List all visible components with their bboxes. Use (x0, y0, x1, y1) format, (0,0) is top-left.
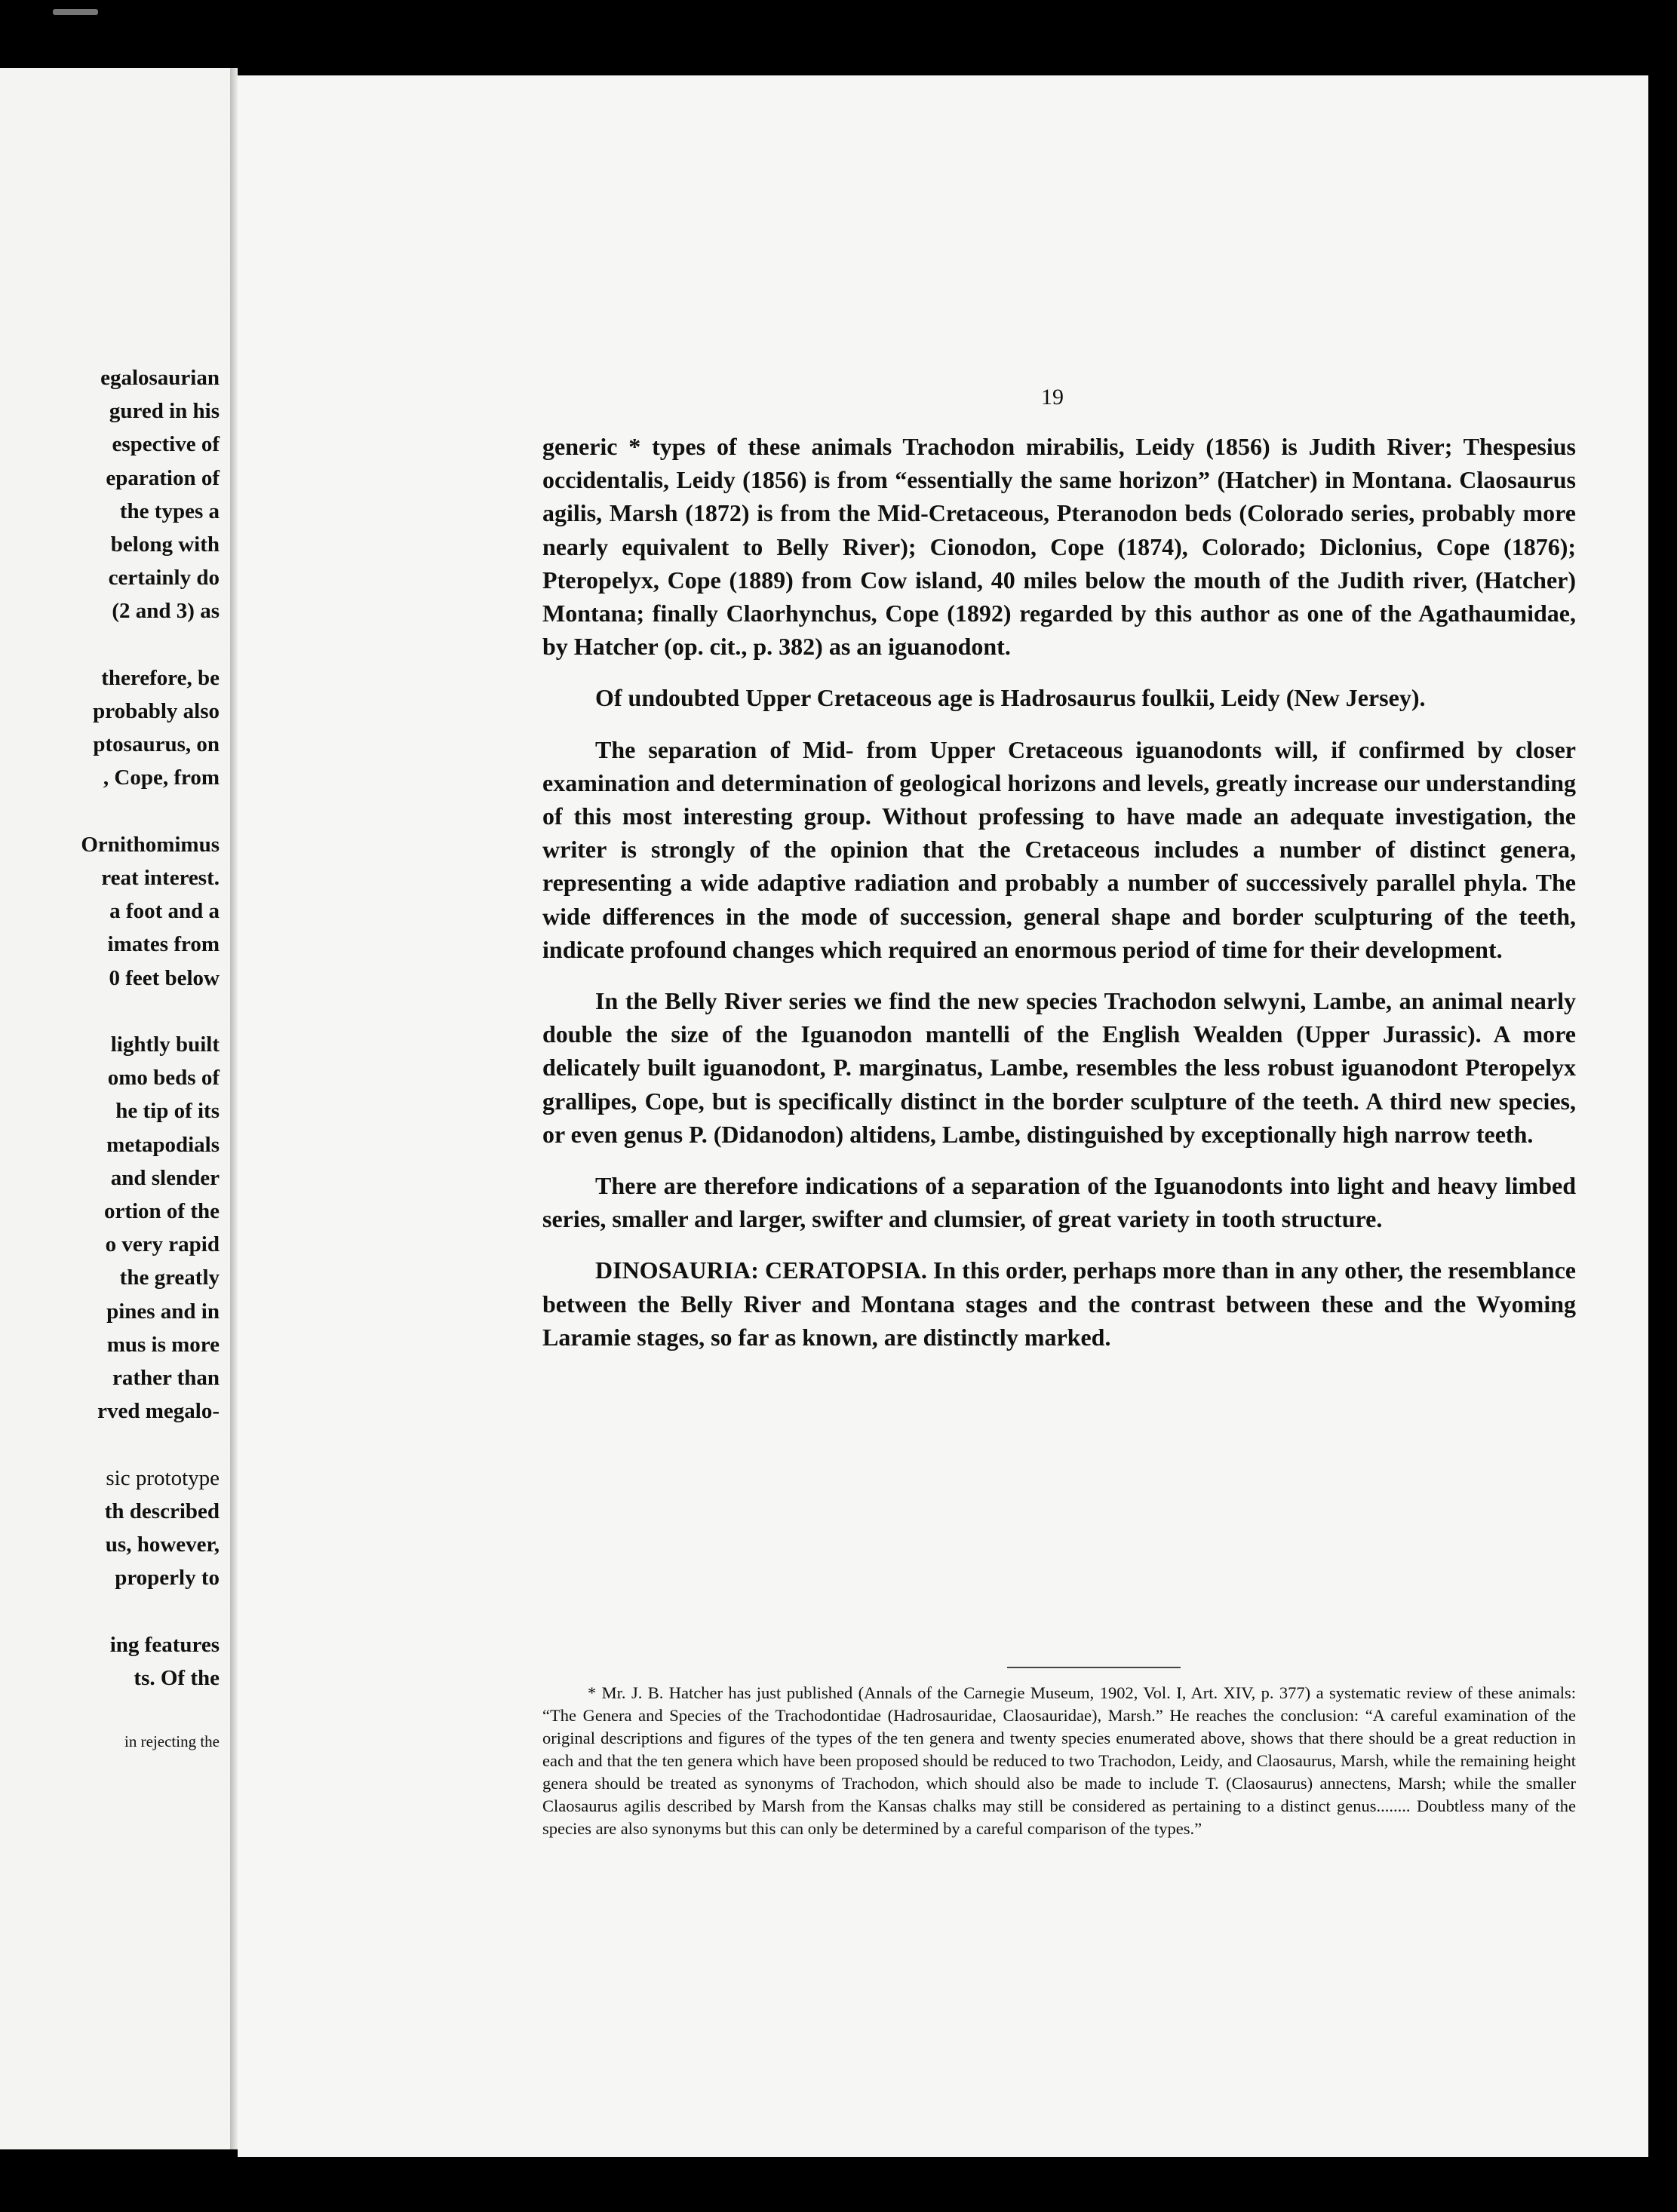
left-page-line: mus is more (106, 1332, 220, 1357)
left-page-line: probably also (93, 699, 220, 723)
left-page-line: 0 feet below (109, 965, 220, 990)
left-page-line: Ornithomimus (81, 832, 220, 857)
left-page-line: th described (104, 1499, 220, 1523)
paragraph: There are therefore indications of a separation of the Iguanodonts into light and heavy limbed series, smaller and larger, swifter and clumsier, of great variety in tooth structure. (542, 1172, 1576, 1233)
paragraph: The separation of Mid- from Upper Cretaceous iguanodonts will, if confirmed by closer examination and determination of geological horizons and levels, greatly increase our understanding of this most interesting group. Without professing to have made an adequate investigation, the writer is strongly of the opinion that the Cretaceous includes a number of distinct genera, representing a wide adaptive radiation and probably a number of successively parallel phyla. The wide differences in the mode of succession, general shape and border sculpturing of the teeth, indicate profound changes which required an enormous period of time for their development. (542, 735, 1576, 963)
left-page-line: and slender (110, 1165, 220, 1190)
paragraph: In the Belly River series we find the new species Trachodon selwyni, Lambe, an animal nearly double the size of the Iguanodon mantelli of the English Wealden (Upper Jurassic). A more delicately built iguanodont, P. marginatus, Lambe, resembles the less robust iguanodont Pteropelyx grallipes, Cope, but is specifically distinct in the border sculpture of the teeth. A third new species, or even genus P. (Didanodon) altidens, Lambe, distinguished by exceptionally high narrow teeth. (542, 987, 1576, 1148)
left-page-line: egalosaurian (100, 366, 220, 390)
left-page-line: rather than (112, 1366, 220, 1390)
left-page-line: a foot and a (109, 899, 220, 924)
left-page-line: pines and in (106, 1299, 220, 1324)
left-page-line: ortion of the (103, 1199, 220, 1223)
page-number: 19 (1041, 385, 1064, 410)
left-page-line: reat interest. (101, 866, 220, 890)
left-page-line: belong with (110, 532, 220, 557)
footnote-rule (1007, 1667, 1181, 1668)
left-page-line: metapodials (106, 1132, 220, 1157)
left-page-line: , Cope, from (103, 765, 220, 790)
left-page-line: he tip of its (115, 1099, 220, 1124)
left-page-line: therefore, be (101, 665, 220, 690)
left-page-line: the greatly (119, 1266, 220, 1290)
left-page-line: rved megalo- (97, 1399, 220, 1424)
left-page-line: espective of (112, 432, 220, 457)
paragraph: Of undoubted Upper Cretaceous age is Hadrosaurus foulkii, Leidy (New Jersey). (595, 684, 1426, 712)
left-page-line: ts. Of the (134, 1665, 220, 1690)
paragraph: generic * types of these animals Trachodon mirabilis, Leidy (1856) is Judith River; Thespesius occidentalis, Leidy (1856) is from “essentially the same horizon” (Hatcher) in Montana. Claosaurus agilis, Marsh (1872) is from the Mid-Cretaceous, Pteranodon beds (Colorado series, probably more nearly equivalent to Belly River); Cionodon, Cope (1874), Colorado; Diclonius, Cope (1876); Pteropelyx, Cope (1889) from Cow island, 40 miles below the mouth of the Judith river, (Hatcher) Montana; finally Claorhynchus, Cope (1892) regarded by this author as one of the Agathaumidae, by Hatcher (op. cit., p. 382) as an iguanodont. (542, 433, 1576, 661)
right-page (238, 75, 1648, 2157)
left-page-line: lightly built (110, 1032, 220, 1057)
left-page-line: eparation of (106, 465, 220, 490)
left-page-line: o very rapid (105, 1232, 220, 1257)
left-page-line: ing features (109, 1632, 220, 1657)
left-page-line: certainly do (108, 566, 220, 591)
left-page-line: (2 and 3) as (112, 599, 220, 624)
scan-mark (53, 9, 98, 15)
body-text (542, 430, 1576, 1372)
footnote (542, 1682, 1576, 1840)
left-page-line: sic prototype (106, 1465, 220, 1490)
left-page-line: us, however, (105, 1532, 220, 1557)
paragraph: DINOSAURIA: CERATOPSIA. In this order, perhaps more than in any other, the resemblance between the Belly River and Montana stages and the contrast between these and the Wyoming Laramie stages, so far as known, are distinctly marked. (542, 1256, 1576, 1351)
left-page-line: in rejecting the (124, 1732, 220, 1751)
left-page-fragment (0, 68, 232, 2149)
left-page-line: ptosaurus, on (93, 732, 220, 757)
footnote-text: * Mr. J. B. Hatcher has just published (Annals of the Carnegie Museum, 1902, Vol. I, Art. XIV, p. 377) a systematic review of these animals: “The Genera and Species of the Trachodontidae (Hadrosauridae, Claosauridae), Marsh.” He reaches the conclusion: “A careful examination of the original descriptions and figures of the types of the ten genera and twenty species enumerated above, shows that there should be a great reduction in each and that the ten genera which have been proposed should be reduced to two Trachodon, Leidy, and Claosaurus, Marsh, while the remaining height genera should be treated as synonyms of Trachodon, which should also be made to include T. (Claosaurus) annectens, Marsh; while the smaller Claosaurus agilis described by Marsh from the Kansas chalks may still be considered as pertaining to a distinct genus........ Doubtless many of the species are also synonyms but this can only be determined by a careful comparison of the types.” (542, 1683, 1576, 1838)
left-page-line: imates from (107, 932, 220, 957)
left-page-line: gured in his (109, 399, 220, 424)
book-gutter (230, 68, 238, 2149)
left-page-line: properly to (115, 1566, 220, 1591)
left-page-line: the types a (119, 499, 220, 523)
left-page-line: omo beds of (107, 1066, 220, 1091)
